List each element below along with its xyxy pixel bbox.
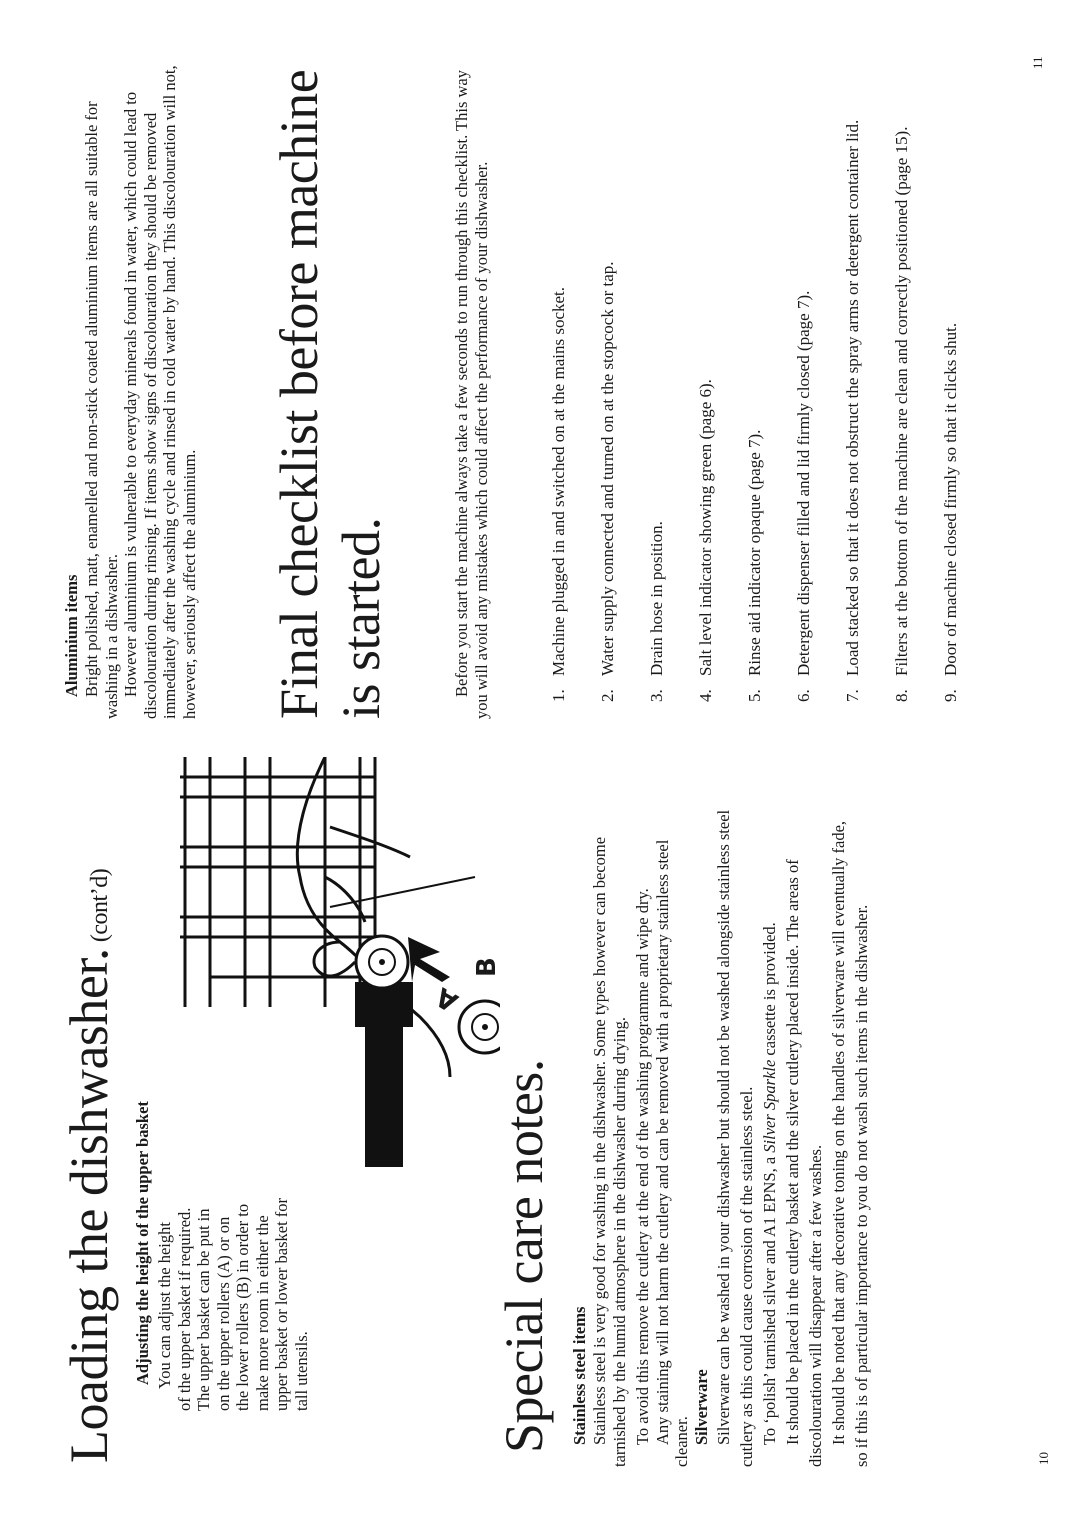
checklist-item [793, 62, 815, 702]
line: make more room in either the [252, 1215, 272, 1411]
title-line-1: Final checklist before machine [269, 69, 329, 719]
silverware-p3: It should be placed in the cutlery basket and the silver cutlery placed inside. The areas of discolouration will disappear after a few washes. [782, 859, 825, 1467]
silverware-heading: Silverware [691, 1369, 711, 1445]
title-text: Loading the dishwasher. [59, 948, 119, 1463]
aluminium-p2: However aluminium is vulnerable to everyday minerals found in water, which could lead to discolouration during rinsing. If items show signs of discolouration they should be removed immediately after the washing cycle and rinsed in cold water by hand. This discolouration will not, however, seriously affect the aluminium. [121, 65, 199, 719]
stainless-p1: Stainless steel is very good for washing in the dishwasher. Some types however can become tarnished by the humid atmosphere in the dishwasher during drying. [590, 836, 629, 1467]
item-number: 5. [745, 689, 764, 702]
silverware-p1: Silverware can be washed in your dishwasher but should not be washed alongside stainless steel cutlery as this could cause corrosion of the stainless steel. [713, 809, 756, 1467]
title-line-2: is started. [331, 517, 391, 719]
silverware-p4: It should be noted that any decorative toning on the handles of silverware will eventually fade, so if this is of particular importance to you do not wash such items in the dishwasher. [828, 820, 871, 1467]
item-text: Detergent dispenser filled and lid firmly closed (page 7). [794, 290, 813, 676]
checklist-item [695, 62, 717, 702]
aluminium-p1: Bright polished, matt, enamelled and non-stick coated aluminium items are all suitable for washing in a dishwasher. [82, 101, 121, 719]
checklist-item [597, 62, 619, 702]
line: of the upper basket if required. [174, 1207, 194, 1411]
checklist-item [646, 62, 668, 702]
item-number: 4. [696, 689, 715, 702]
stainless-heading: Stainless steel items [570, 1306, 589, 1445]
item-text: Water supply connected and turned on at the stopcock or tap. [598, 261, 617, 676]
silverware-p2 [758, 807, 781, 1467]
checklist-item [940, 62, 962, 702]
item-text: Machine plugged in and switched on at the mains socket. [549, 286, 568, 676]
item-text: Filters at the bottom of the machine are clean and correctly positioned (page 15). [892, 126, 911, 676]
item-number: 8. [892, 689, 911, 702]
line: The upper basket can be put in [194, 1208, 213, 1411]
line: tall utensils. [291, 1331, 311, 1411]
item-text: Rinse aid indicator opaque (page 7). [745, 429, 764, 676]
intro-text: Before you start the machine always take a few seconds to run through this checklist. This way you will avoid any mistakes which could affect the performance of your dishwasher. [452, 70, 491, 719]
page-title-final-checklist [268, 70, 392, 719]
text: cassette is provided. [759, 922, 779, 1060]
checklist-item [891, 62, 913, 702]
checklist-intro [452, 69, 491, 719]
item-number: 2. [598, 689, 617, 702]
special-care-text [570, 807, 873, 1467]
aluminium-heading: Aluminium items [62, 574, 81, 697]
item-number: 9. [941, 689, 960, 702]
item-number: 7. [843, 689, 862, 702]
checklist-item [842, 62, 864, 702]
checklist [548, 62, 989, 702]
roller-diagram-icon [150, 757, 500, 1177]
checklist-item [548, 62, 570, 702]
page-number-right: 11 [1030, 56, 1045, 69]
item-text: Door of machine closed firmly so that it clicks shut. [941, 322, 960, 676]
item-text: Drain hose in position. [647, 521, 666, 676]
adjusting-text [155, 1151, 311, 1411]
item-number: 1. [549, 689, 568, 702]
line: the lower rollers (B) in order to [233, 1203, 252, 1411]
product-name: Silver Sparkle [759, 1059, 779, 1153]
adjusting-heading: Adjusting the height of the upper basket [133, 1101, 152, 1385]
basket-roller-illustration [150, 757, 500, 1177]
checklist-item [744, 62, 766, 702]
item-text: Load stacked so that it does not obstruct the spray arms or detergent container lid. [843, 119, 862, 676]
stainless-p3: Any staining will not harm the cutlery and can be removed with a proprietary stainless steel cleaner. [652, 839, 691, 1467]
page-title-special-care: Special care notes. [494, 1059, 554, 1453]
item-number: 3. [647, 689, 666, 702]
aluminium-section [62, 59, 199, 719]
text: To ‘polish’ tarnished silver and A1 EPNS, a [759, 1152, 779, 1445]
line: on the upper rollers (A) or on [213, 1216, 233, 1411]
item-text: Salt level indicator showing green (page 6). [696, 379, 715, 676]
line: upper basket or lower basket for [272, 1197, 291, 1411]
line: You can adjust the height [155, 1222, 174, 1389]
label-b: B [472, 957, 502, 977]
stainless-p2: To avoid this remove the cutlery at the end of the washing programme and wipe dry. [633, 888, 652, 1445]
label-a: A [430, 980, 464, 1017]
page-title-loading [59, 868, 119, 1463]
title-suffix: (cont’d) [87, 868, 113, 943]
item-number: 6. [794, 689, 813, 702]
page-number-left: 10 [1036, 1452, 1051, 1465]
